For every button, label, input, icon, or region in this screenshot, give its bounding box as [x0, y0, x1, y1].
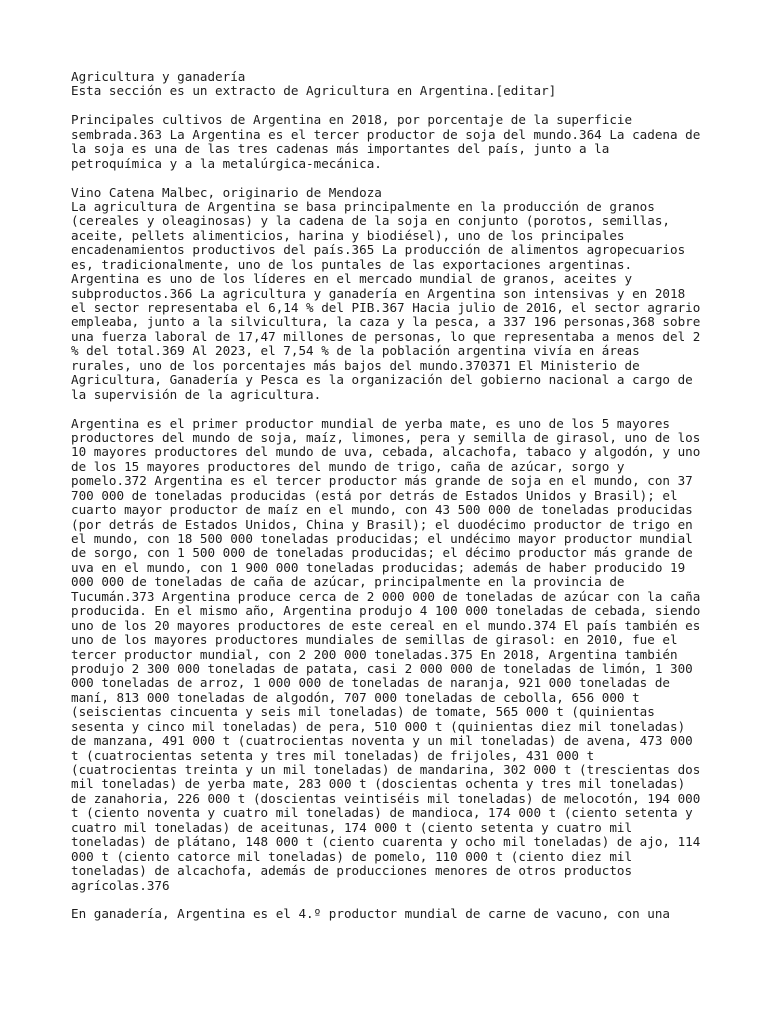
text-line: uno de los mayores productores mundiales de semillas de girasol: en 2010, fue el — [71, 632, 678, 648]
text-line: 000 toneladas de arroz, 1 000 000 de toneladas de naranja, 921 000 toneladas de — [71, 675, 670, 691]
text-line: uno de los 20 mayores productores de este cereal en el mundo.374 El país también es — [71, 617, 701, 633]
text-line: tercer productor mundial, con 2 200 000 toneladas.375 En 2018, Argentina también — [71, 646, 678, 662]
text-line: el mundo, con 18 500 000 toneladas producidas; el undécimo mayor productor mundial — [71, 531, 693, 546]
text-line: La agricultura de Argentina se basa principalmente en la producción de granos — [71, 198, 655, 214]
blank-line — [71, 402, 761, 416]
text-line: t (cuatrocientas setenta y tres mil toneladas) de frijoles, 431 000 t — [71, 747, 595, 763]
text-line: t (ciento noventa y cuatro mil toneladas) de mandioca, 174 000 t (ciento setenta y — [71, 805, 693, 821]
text-line: es, tradicionalmente, uno de los puntales de las exportaciones argentinas. — [71, 256, 633, 272]
text-line: de sorgo, con 1 500 000 de toneladas producidas; el décimo productor más grande de — [71, 545, 693, 561]
text-line: 10 mayores productores del mundo de uva, cebada, alcachofa, tabaco y algodón, y uno — [71, 444, 701, 460]
text-line: Vino Catena Malbec, originario de Mendoza — [71, 184, 382, 200]
text-line: el sector representaba el 6,14 % del PIB.367 Hacia julio de 2016, el sector agrario — [71, 300, 701, 315]
text-line: cuatro mil toneladas) de aceitunas, 174 000 t (ciento setenta y cuatro mil — [71, 819, 633, 835]
text-line: subproductos.366 La agricultura y ganadería en Argentina son intensivas y en 2018 — [71, 285, 686, 301]
text-line: toneladas) de alcachofa, además de producciones menores de otros productos — [71, 863, 633, 879]
text-line: una fuerza laboral de 17,47 millones de personas, lo que representaba a menos del 2 — [71, 328, 701, 344]
text-line: En ganadería, Argentina es el 4.º productor mundial de carne de vacuno, con una — [71, 906, 670, 922]
text-line: (por detrás de Estados Unidos, China y Brasil); el duodécimo productor de trigo en — [71, 516, 693, 532]
text-line: la supervisión de la agricultura. — [71, 386, 322, 402]
text-line: producida. En el mismo año, Argentina produjo 4 100 000 toneladas de cebada, siendo — [71, 603, 701, 619]
text-line: % del total.369 Al 2023, el 7,54 % de la población argentina vivía en áreas — [71, 343, 640, 359]
text-line: de los 15 mayores productores del mundo de trigo, caña de azúcar, sorgo y — [71, 458, 625, 474]
text-line: Argentina es uno de los líderes en el mercado mundial de granos, aceites y — [71, 271, 633, 287]
text-line: aceite, pellets alimenticios, harina y biodiésel), uno de los principales — [71, 227, 625, 243]
text-line: sembrada.363 La Argentina es el tercer productor de soja del mundo.364 La cadena de — [71, 126, 701, 142]
blank-line — [71, 893, 761, 907]
text-line: 000 000 de toneladas de caña de azúcar, principalmente en la provincia de — [71, 574, 625, 590]
text-line: Tucumán.373 Argentina produce cerca de 2 000 000 de toneladas de azúcar con la caña — [71, 588, 701, 604]
text-line: encadenamientos productivos del país.365 La producción de alimentos agropecuarios — [71, 242, 686, 258]
document-page — [71, 70, 761, 922]
text-line: (cuatrocientas treinta y un mil toneladas) de mandarina, 302 000 t (trescientas dos — [71, 762, 701, 777]
text-line: toneladas) de plátano, 148 000 t (ciento cuarenta y ocho mil toneladas) de ajo, 114 — [71, 834, 701, 850]
text-line: 000 t (ciento catorce mil toneladas) de pomelo, 110 000 t (ciento diez mil — [71, 848, 633, 864]
text-line: Agricultura, Ganadería y Pesca es la organización del gobierno nacional a cargo de — [71, 372, 693, 388]
blank-line — [71, 171, 761, 185]
text-line: Agricultura y ganadería — [71, 69, 246, 84]
text-line: mil toneladas) de yerba mate, 283 000 t (doscientas ochenta y tres mil toneladas) — [71, 776, 686, 792]
text-line: (cereales y oleaginosas) y la cadena de la soja en conjunto (porotos, semillas, — [71, 213, 670, 229]
text-line: Argentina es el primer productor mundial de yerba mate, es uno de los 5 mayores — [71, 415, 670, 431]
text-line: Principales cultivos de Argentina en 2018, por porcentaje de la superficie — [71, 112, 633, 128]
text-line: cuarto mayor productor de maíz en el mundo, con 43 500 000 de toneladas producidas — [71, 502, 693, 518]
text-line: maní, 813 000 toneladas de algodón, 707 000 toneladas de cebolla, 656 000 t — [71, 689, 640, 705]
text-line: uva en el mundo, con 1 900 000 toneladas producidas; además de haber producido 19 — [71, 559, 686, 575]
blank-line — [71, 99, 761, 113]
text-line: productores del mundo de soja, maíz, limones, pera y semilla de girasol, uno de los — [71, 429, 701, 445]
text-line: empleaba, junto a la silvicultura, la caza y la pesca, a 337 196 personas,368 sobre — [71, 314, 701, 330]
text-line: agrícolas.376 — [71, 877, 170, 893]
text-line: petroquímica y a la metalúrgica-mecánica. — [71, 155, 382, 171]
text-line: produjo 2 300 000 toneladas de patata, casi 2 000 000 de toneladas de limón, 1 300 — [71, 660, 693, 676]
text-line: sesenta y cinco mil toneladas) de pera, 510 000 t (quinientas diez mil toneladas) — [71, 718, 686, 734]
text-line: de manzana, 491 000 t (cuatrocientas noventa y un mil toneladas) de avena, 473 000 — [71, 733, 693, 749]
text-line: pomelo.372 Argentina es el tercer productor más grande de soja en el mundo, con 37 — [71, 473, 693, 489]
text-line: (seiscientas cincuenta y seis mil toneladas) de tomate, 565 000 t (quinientas — [71, 704, 655, 720]
text-line: Esta sección es un extracto de Agricultura en Argentina.[editar] — [71, 83, 557, 99]
text-line: de zanahoria, 226 000 t (doscientas veintiséis mil toneladas) de melocotón, 194 000 — [71, 790, 701, 806]
text-line: la soja es una de las tres cadenas más importantes del país, junto a la — [71, 141, 610, 157]
text-line: rurales, uno de los porcentajes más bajos del mundo.370371 El Ministerio de — [71, 357, 640, 373]
text-line: 700 000 de toneladas producidas (está por detrás de Estados Unidos y Brasil); el — [71, 487, 678, 503]
